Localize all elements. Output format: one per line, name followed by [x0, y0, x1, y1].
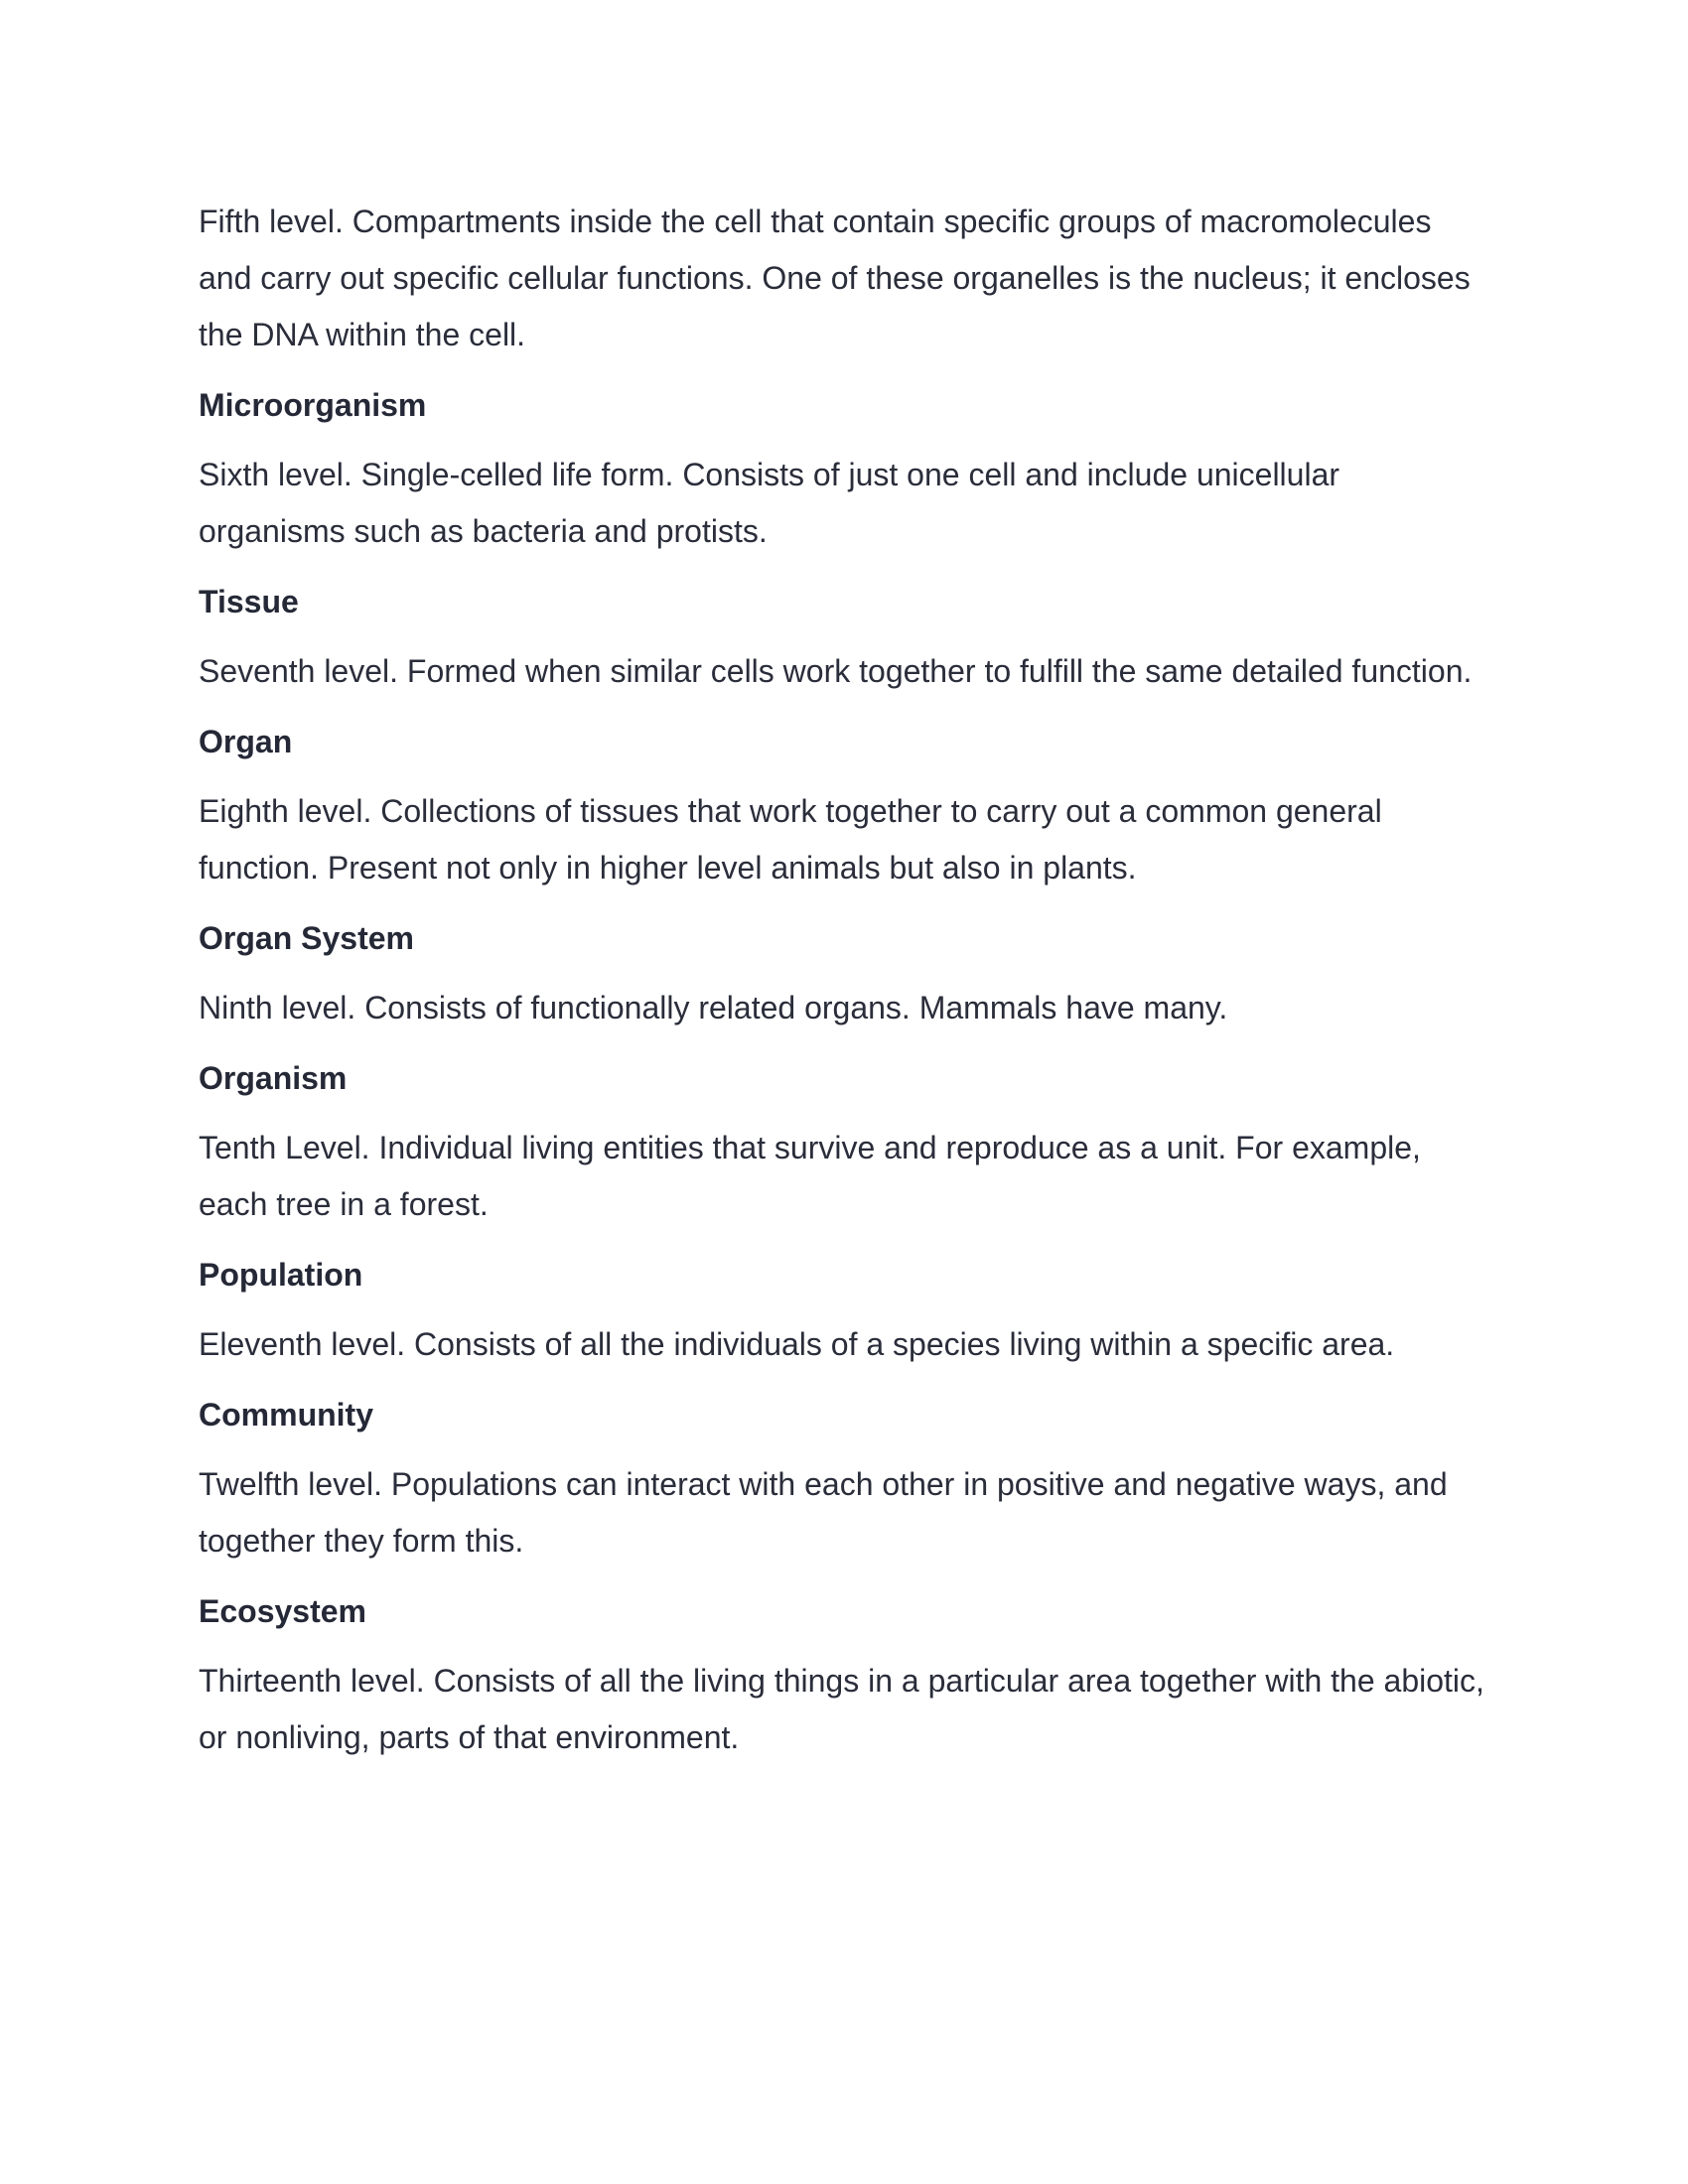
term-population: Population [199, 1257, 363, 1293]
term-microorganism: Microorganism [199, 387, 427, 423]
term-organ: Organ [199, 724, 293, 759]
definition-organ: Eighth level. Collections of tissues that work together to carry out a common general function. Present not only in higher level animals but also in plants. [199, 793, 1382, 886]
definition-community: Twelfth level. Populations can interact with each other in positive and negative ways, and together they form this. [199, 1466, 1448, 1559]
document-page [199, 194, 1489, 1766]
definition-microorganism: Sixth level. Single-celled life form. Consists of just one cell and include unicellular organisms such as bacteria and protists. [199, 457, 1340, 549]
definition-organism: Tenth Level. Individual living entities that survive and reproduce as a unit. For example, each tree in a forest. [199, 1130, 1421, 1222]
term-ecosystem: Ecosystem [199, 1593, 366, 1629]
definition-tissue: Seventh level. Formed when similar cells work together to fulfill the same detailed function. [199, 653, 1473, 689]
term-organ-system: Organ System [199, 920, 414, 956]
intro-paragraph: Fifth level. Compartments inside the cell that contain specific groups of macromolecules and carry out specific cellular functions. One of these organelles is the nucleus; it encloses the DNA within the cell. [199, 204, 1471, 352]
definition-organ-system: Ninth level. Consists of functionally related organs. Mammals have many. [199, 990, 1228, 1025]
definition-ecosystem: Thirteenth level. Consists of all the living things in a particular area together with the abiotic, or nonliving, parts of that environment. [199, 1663, 1484, 1755]
term-community: Community [199, 1397, 373, 1433]
definition-population: Eleventh level. Consists of all the individuals of a species living within a specific area. [199, 1326, 1395, 1362]
term-organism: Organism [199, 1060, 348, 1096]
term-tissue: Tissue [199, 584, 299, 619]
